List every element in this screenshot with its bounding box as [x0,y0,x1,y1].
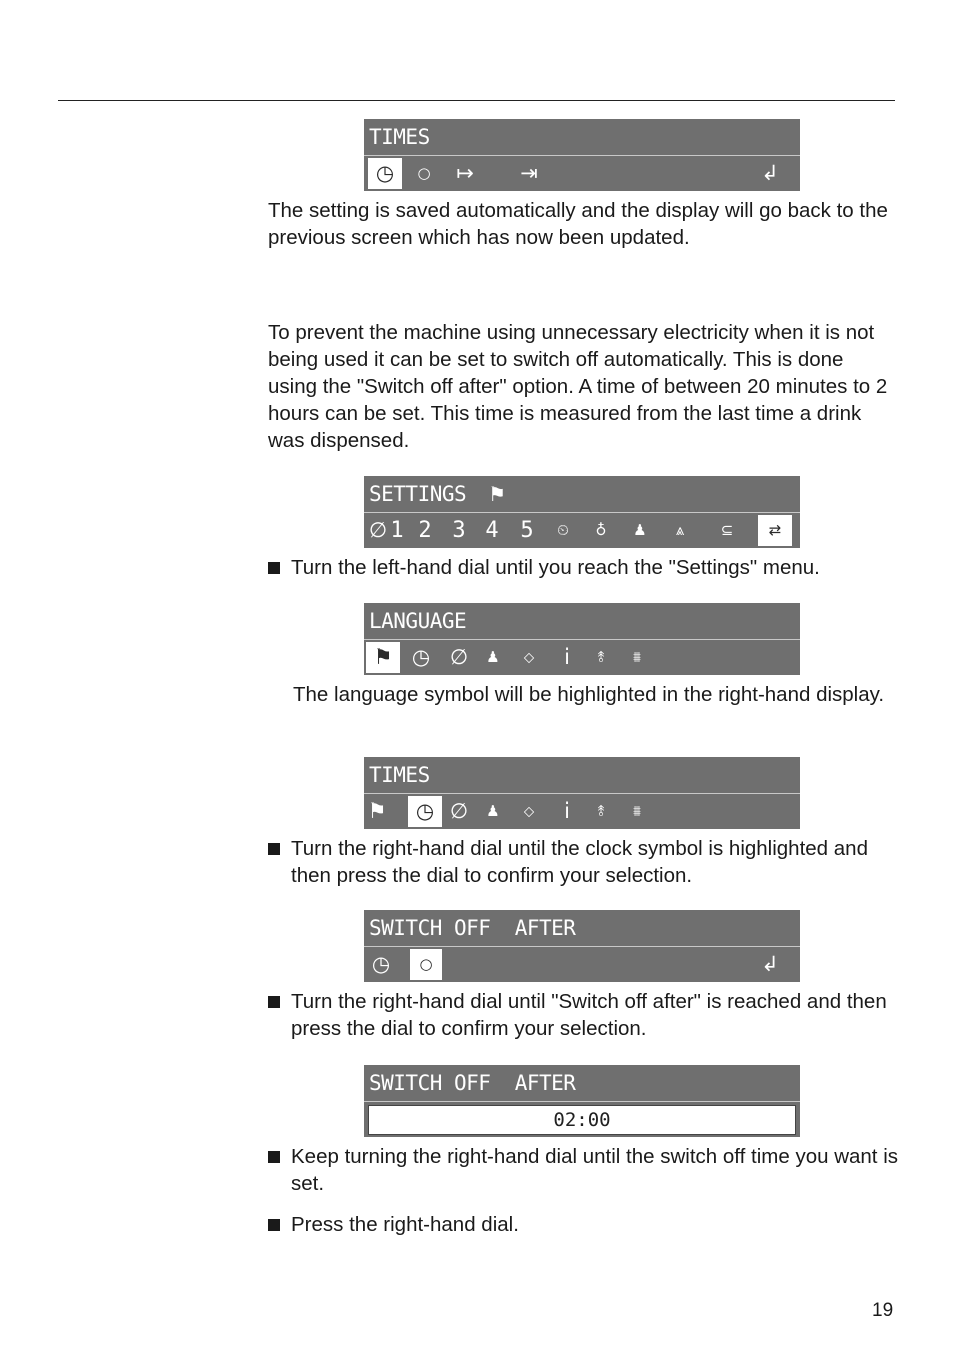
back-arrow-icon: ↲ [761,161,779,185]
display-icon-row [364,640,800,675]
profile-4: 4 [485,518,499,543]
display-language [364,603,800,675]
display-icon-row [364,156,800,191]
maintenance-icon: ⥉ [597,648,605,666]
factory-icon: ⩩ [632,648,641,666]
info-icon: i [564,645,570,669]
display-icon-row [364,513,800,548]
display-title [369,480,506,508]
display-title: TIMES [369,125,430,149]
profile-3: 3 [452,518,466,543]
display-title: LANGUAGE [369,609,467,633]
list-item-text: Turn the left-hand dial until you reach the "Settings" menu. [291,556,820,579]
clock-icon: ◷ [411,645,431,669]
bullet-square-icon [268,996,280,1008]
display-switch-off-menu [364,910,800,982]
display-times-1 [364,119,800,191]
flag-icon: ⚑ [488,482,506,506]
bullet-square-icon [268,1219,280,1231]
list-item-text: Turn the right-hand dial until "Switch off after" is reached and then press the dial to confirm your selection. [291,990,887,1040]
display-settings [364,476,800,548]
profile-5: 5 [520,518,534,543]
profile-2: 2 [418,518,432,543]
display-title: SWITCH OFF AFTER [369,916,576,940]
display-value-row [364,1102,800,1137]
person-icon: ♟ [486,802,500,820]
end-time-icon: ⇥ [520,161,538,185]
bullet-square-icon [268,843,280,855]
clock-icon: ◷ [371,952,391,976]
coffee-bean-icon: ∅ [368,518,388,542]
cup-icon: ♁ [595,521,607,539]
diamond-arrow-icon: ⬦ [523,802,535,820]
back-arrow-icon: ↲ [761,952,779,976]
display-switch-off-value [364,1065,800,1137]
list-item-text: Press the right-hand dial. [291,1213,519,1236]
paragraph-setting-saved: The setting is saved automatically and the display will go back to the previous screen which has now been updated. [268,199,888,249]
display-icon-row [364,947,800,982]
paragraph-switch-off-intro: To prevent the machine using unnecessary electricity when it is not being used it can be set to switch off automatically. This is done using the "Switch off after" option. A time of between 20 minutes to 2 hours can be set. This time is measured from the last time a drink was dispensed. [268,321,888,452]
maintenance-icon: ⥉ [597,802,605,820]
display-icon-row [364,794,800,829]
circle-icon: ○ [410,949,442,980]
coffee-bean-icon: ∅ [449,799,469,823]
bullet-square-icon [268,562,280,574]
switch-off-time-value: 02:00 [368,1105,796,1135]
list-item-text: Keep turning the right-hand dial until the switch off time you want is set. [291,1145,898,1195]
person-icon: ♟ [633,521,647,539]
clock-icon: ◷ [408,796,442,827]
display-times-2 [364,757,800,829]
profile-1: 1 [390,518,404,543]
timer-icon: ⏲ [557,521,569,539]
settings-sliders-icon: ⇄ [758,515,792,546]
flag-icon: ⚑ [367,799,387,823]
flag-icon: ⚑ [366,642,400,673]
display-title-text: SETTINGS [369,482,467,506]
bullet-square-icon [268,1151,280,1163]
paragraph-language-highlighted: The language symbol will be highlighted in the right-hand display. [293,683,885,706]
person-icon: ♟ [486,648,500,666]
header-rule [58,100,895,101]
factory-icon: ⩩ [632,802,641,820]
list-item-text: Turn the right-hand dial until the clock symbol is highlighted and then press the dial to confirm your selection. [291,837,868,887]
page-number: 19 [872,1300,894,1321]
clock-icon: ◷ [368,158,402,189]
descale-icon: ⊆ [720,521,734,539]
diamond-arrow-icon: ⬦ [523,648,535,666]
coffee-bean-icon: ∅ [449,645,469,669]
steam-icon: ⩓ [675,521,685,539]
start-time-icon: ↦ [456,161,474,185]
display-title: TIMES [369,763,430,787]
info-icon: i [564,799,570,823]
circle-icon: ○ [417,164,431,182]
display-title: SWITCH OFF AFTER [369,1071,576,1095]
